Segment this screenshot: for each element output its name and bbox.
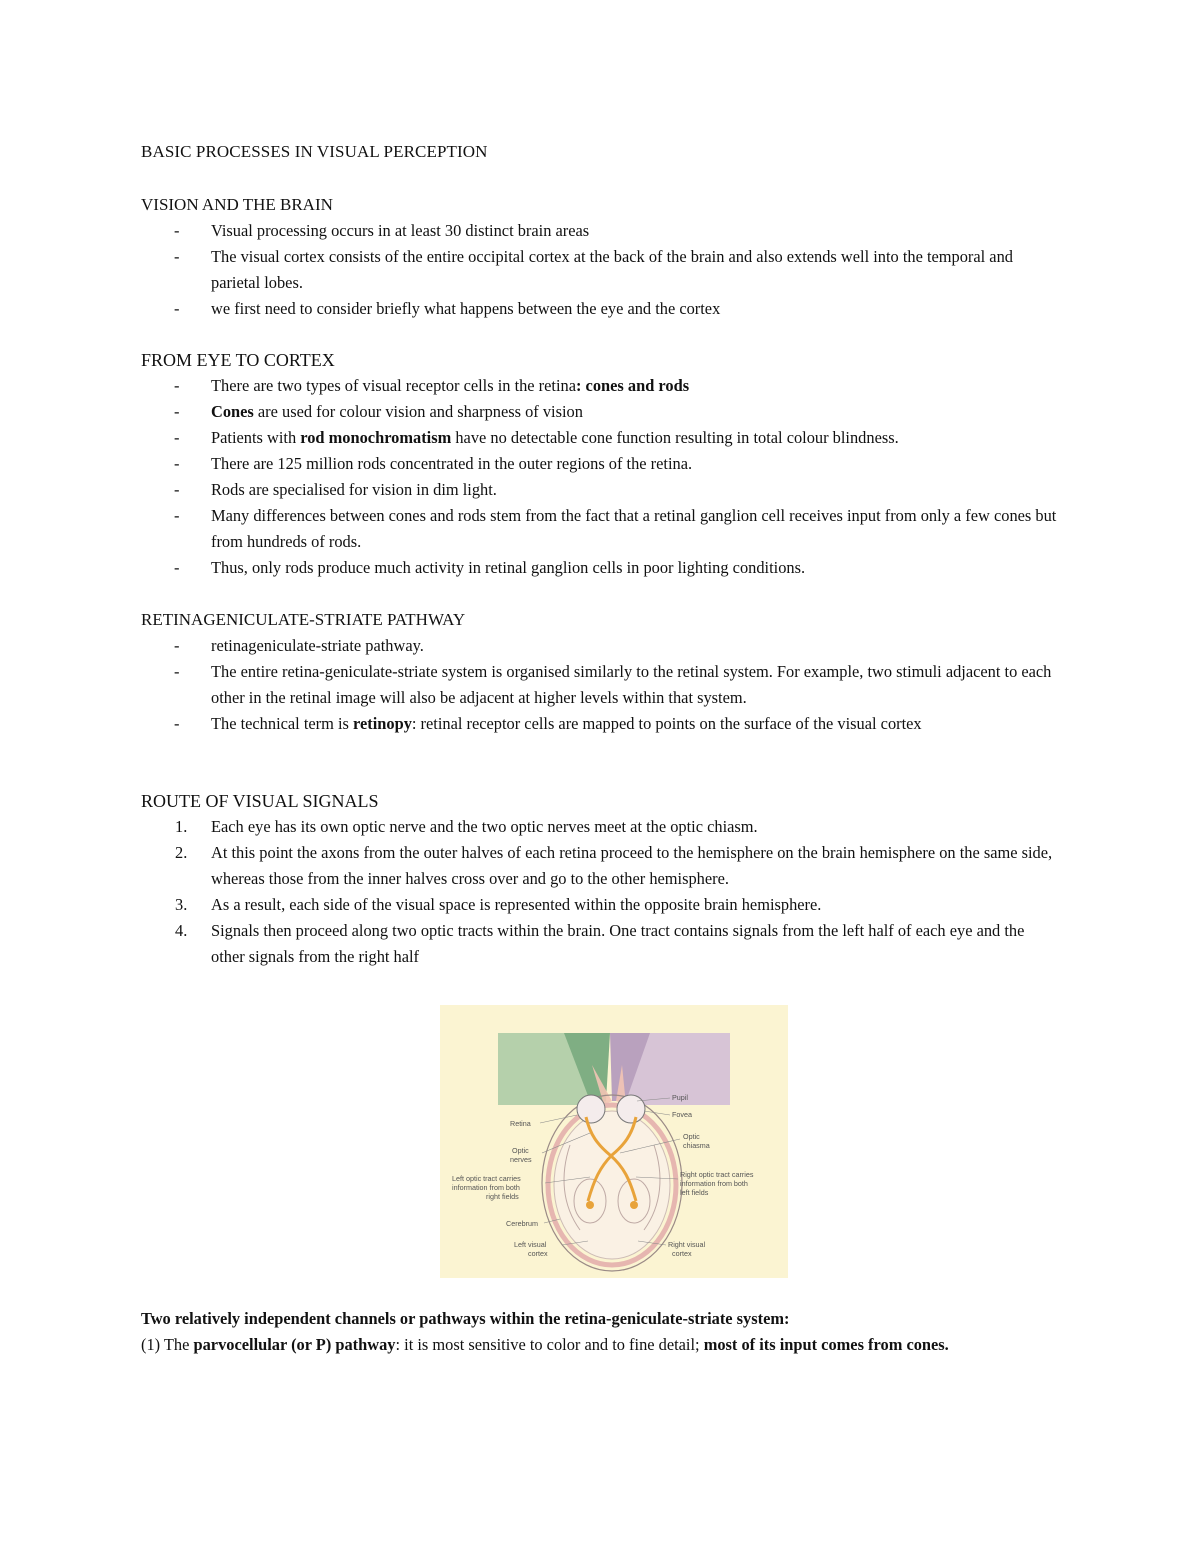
bullet-dash: - bbox=[174, 662, 180, 681]
channels-paragraph bbox=[141, 1306, 1061, 1358]
section-eye-to-cortex bbox=[141, 347, 1061, 581]
list-number: 2. bbox=[175, 843, 188, 862]
left-eye bbox=[577, 1095, 605, 1123]
section-vision-and-brain bbox=[141, 192, 1061, 322]
bullet-dash: - bbox=[174, 221, 180, 240]
list-item: 2. At this point the axons from the outer halves of each retina proceed to the hemisphere on the brain hemisphere on the same side, whereas those from the inner halves cross over and go to the other hemisphere. bbox=[141, 840, 1061, 892]
list-item: - Many differences between cones and rods stem from the fact that a retinal ganglion cell receives input from only a few cones but from hundreds of rods. bbox=[141, 503, 1061, 555]
list-item: - Cones are used for colour vision and sharpness of vision bbox=[141, 399, 1061, 425]
list-item: 4. Signals then proceed along two optic tracts within the brain. One tract contains signals from the left half of each eye and the other signals from the right half bbox=[141, 918, 1061, 970]
right-lgn bbox=[630, 1201, 638, 1209]
list-number: 1. bbox=[175, 817, 188, 836]
section-pathway bbox=[141, 607, 1061, 737]
label-cerebrum: Cerebrum bbox=[506, 1219, 538, 1228]
document-title: BASIC PROCESSES IN VISUAL PERCEPTION bbox=[141, 142, 488, 161]
label-left-tract-1: Left optic tract carries bbox=[452, 1174, 521, 1183]
diagram-svg bbox=[440, 1005, 788, 1278]
list-item: - The entire retina-geniculate-striate system is organised similarly to the retinal system. For example, two stimuli adjacent to each other in the retinal image will also be adjacent at higher levels within that system. bbox=[141, 659, 1061, 711]
label-optic-chiasma-2: chiasma bbox=[683, 1141, 710, 1150]
list-item: - Patients with rod monochromatism have no detectable cone function resulting in total colour blindness. bbox=[141, 425, 1061, 451]
bullet-dash: - bbox=[174, 454, 180, 473]
label-right-tract-2: information from both bbox=[680, 1179, 748, 1188]
list-item: 1. Each eye has its own optic nerve and the two optic nerves meet at the optic chiasm. bbox=[141, 814, 1061, 840]
list-item: - The technical term is retinopy: retinal receptor cells are mapped to points on the surface of the visual cortex bbox=[141, 711, 1061, 737]
section-heading: RETINAGENICULATE-STRIATE PATHWAY bbox=[141, 610, 466, 629]
label-optic-chiasma-1: Optic bbox=[683, 1132, 700, 1141]
brain-interior bbox=[554, 1111, 670, 1259]
list-item: - Rods are specialised for vision in dim light. bbox=[141, 477, 1061, 503]
bullet-dash: - bbox=[174, 247, 180, 266]
bullet-list bbox=[141, 633, 1061, 737]
bullet-dash: - bbox=[174, 714, 180, 733]
label-retina: Retina bbox=[510, 1119, 531, 1128]
label-optic-nerves-2: nerves bbox=[510, 1155, 532, 1164]
list-item: - Thus, only rods produce much activity in retinal ganglion cells in poor lighting conditions. bbox=[141, 555, 1061, 581]
label-optic-nerves-1: Optic bbox=[512, 1146, 529, 1155]
list-item: - retinageniculate-striate pathway. bbox=[141, 633, 1061, 659]
list-item: - There are 125 million rods concentrated in the outer regions of the retina. bbox=[141, 451, 1061, 477]
bullet-dash: - bbox=[174, 376, 180, 395]
bullet-dash: - bbox=[174, 480, 180, 499]
label-left-cortex-2: cortex bbox=[528, 1249, 548, 1258]
section-heading: FROM EYE TO CORTEX bbox=[141, 350, 335, 370]
list-number: 4. bbox=[175, 921, 188, 940]
bullet-list bbox=[141, 373, 1061, 581]
bullet-dash: - bbox=[174, 558, 180, 577]
bullet-dash: - bbox=[174, 428, 180, 447]
visual-pathway-diagram bbox=[440, 1005, 788, 1278]
list-item: - There are two types of visual receptor cells in the retina: cones and rods bbox=[141, 373, 1061, 399]
channels-heading: Two relatively independent channels or pathways within the retina-geniculate-striate system: bbox=[141, 1309, 790, 1328]
label-left-cortex-1: Left visual bbox=[514, 1240, 547, 1249]
numbered-list bbox=[141, 814, 1061, 970]
list-item: - we first need to consider briefly what happens between the eye and the cortex bbox=[141, 296, 1061, 322]
list-item: - The visual cortex consists of the entire occipital cortex at the back of the brain and also extends well into the temporal and parietal lobes. bbox=[141, 244, 1061, 296]
label-right-cortex-2: cortex bbox=[672, 1249, 692, 1258]
bullet-dash: - bbox=[174, 636, 180, 655]
label-right-cortex-1: Right visual bbox=[668, 1240, 706, 1249]
label-right-tract-3: left fields bbox=[680, 1188, 709, 1197]
left-lgn bbox=[586, 1201, 594, 1209]
section-heading: ROUTE OF VISUAL SIGNALS bbox=[141, 791, 379, 811]
list-number: 3. bbox=[175, 895, 188, 914]
bullet-dash: - bbox=[174, 299, 180, 318]
right-eye bbox=[617, 1095, 645, 1123]
section-route bbox=[141, 788, 1061, 970]
label-left-tract-3: right fields bbox=[486, 1192, 519, 1201]
bullet-dash: - bbox=[174, 402, 180, 421]
label-left-tract-2: information from both bbox=[452, 1183, 520, 1192]
label-fovea: Fovea bbox=[672, 1110, 692, 1119]
label-pupil: Pupil bbox=[672, 1093, 688, 1102]
label-right-tract-1: Right optic tract carries bbox=[680, 1170, 754, 1179]
parvocellular-line: (1) The parvocellular (or P) pathway: it is most sensitive to color and to fine detail; most of its input comes from cones. bbox=[141, 1335, 949, 1354]
section-heading: VISION AND THE BRAIN bbox=[141, 195, 333, 214]
list-item: 3. As a result, each side of the visual space is represented within the opposite brain hemisphere. bbox=[141, 892, 1061, 918]
bullet-list bbox=[141, 218, 1061, 322]
list-item: - Visual processing occurs in at least 30 distinct brain areas bbox=[141, 218, 1061, 244]
bullet-dash: - bbox=[174, 506, 180, 525]
